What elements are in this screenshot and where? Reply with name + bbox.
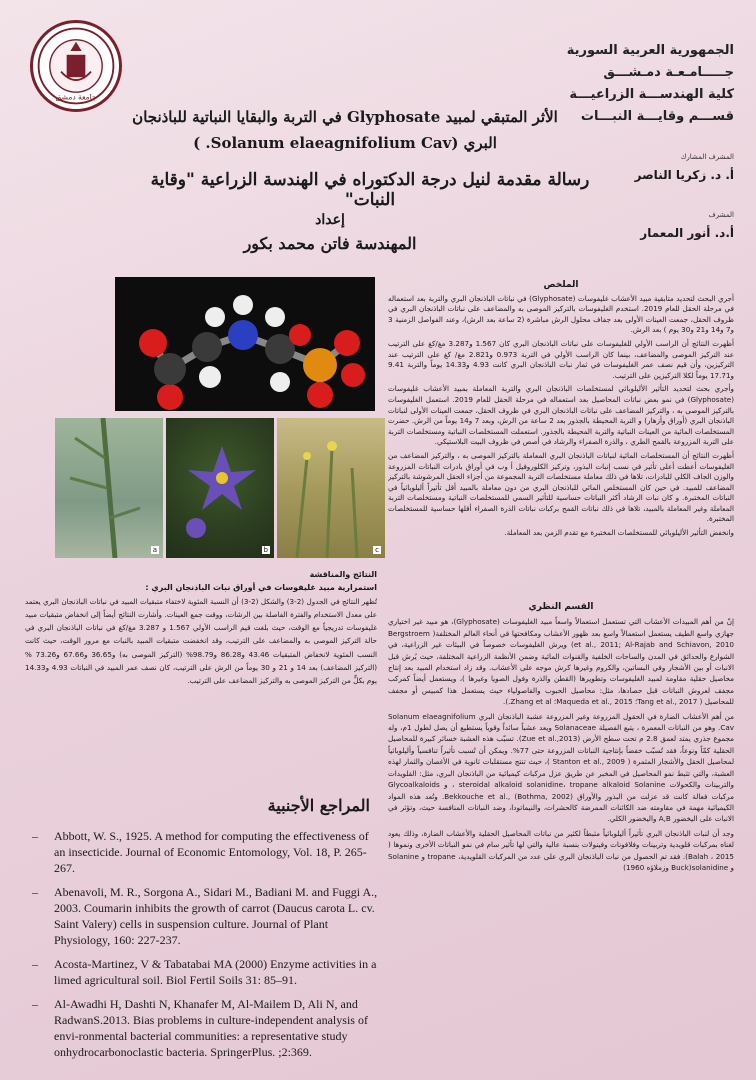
cosupervisor-label: المشرف المشارك <box>680 153 734 161</box>
supervisor-label: المشرف <box>708 211 734 219</box>
reference-item: – Acosta-Martinez, V & Tabatabai MA (2000) Enzyme activities in a limed agricultural soil. Biol Fertil Soils 31: 85–91. <box>32 957 377 987</box>
plant-photos <box>55 418 385 558</box>
plant-photo-b-label: b <box>263 546 268 554</box>
reference-text: Al-Awadhi H, Dashti N, Khanafer M, Al-Mailem D, Ali N, and RadwanS.2013. Bias problems in culture-independent analysis of envi-ronmental bacterial communities: a representative study onhydrocarbonoclastic bacteria. SpringerPlus. ;2:369. <box>54 997 368 1059</box>
plant-photo-c <box>277 418 385 558</box>
author-name: المهندسة فاتن محمد بكور <box>243 234 417 253</box>
abstract-paragraph: وأجري بحث لتحديد التأثير الأليلوباثي لمستخلصات الباذنجان البري والتربة المعاملة بمبيد الأعشاب غليفوسات (Glyphosate) في نمو بعض نباتات المحاصيل بعد استعماله في مرحلة الحقل للعام 2019. استعمل الغليفوسات بالتركيز الموصى به ، والتركيز المضاعف على نباتات الباذنجان البري في ظروف الحقل، جمعت العينات الأولى لنباتات الباذنجان البري (أوراق وأزهار) و التربة المحيطة بالجذور بعد 2 ساعة من الرش، وبعد 7 و14 يوماً من الرش. حضرت المستخلصات المائية من العينات النباتية والتربة المحيطة بالجذور. استعملت المستخلصات النباتية ومستخلصات التربة على التربة المزروعة بالقمح الطري ، والذرة الصفراء والرشاد في أصص في ظروف البيت البلاستيكي. <box>388 384 734 447</box>
abstract-paragraph: أظهرت النتائج أن الراسب الأولي للغليفوسات على نباتات الباذنجان البري كان 1.567 و3.287 مغ/كغ على الترتيب عند التركيز الموصى والمضاعف، بينما كان الراسب الأولي في التربة 0.973 و2.821 مغ/ كغ على الترتيب عند التركيزين، وأن قيم نصف عمر الغليفوسات في ثمار نبات الباذنجان البري كانت 4.93 و14.33 يوماً والتربة 9.41 و17.71 يوماً لكلا التركيزين على الترتيب. <box>388 338 734 380</box>
abstract-section <box>388 280 734 588</box>
thesis-title <box>110 104 580 156</box>
abstract-heading: الملخص <box>543 280 579 290</box>
reference-item: – Abbott, W. S., 1925. A method for computing the effectiveness of an insecticide. Journal of Economic Entomology, Vol. 18, P. 265-267. <box>32 828 378 876</box>
theory-paragraph: من أهم الأعشاب الضارة في الحقول المزروعة وغير المزروعة عشبة الباذنجان البري Solanum elaeagnifolium Cav. وهو من النباتات المعمرة ، يتبع الفصيلة Solanaceae ويعد عشباً سائداً وقوياً يستطيع أن يصل لطول 1م، وله مجموع جذري يمتد لعمق 2.8 م تحت سطح الأرض (Zue et al.,2013). تسبّب هذه العشبة خسائر كبيرة للمحاصيل الحقلية كمّاً ونوعاً، فقد تُسبّب خفضاً بإنتاجية النباتات المزروعة حتى 77%. ويمكن أن تُسبب تأثيراً تنافسياً وأليلوباثياً لمحاصيل الحقل والأشجار المثمرة ( Stanton et al., 2009 )، حيث تنتج مستقلبات ثانوية في الأغصان والثمار لهذه العشبة، والتي تثبط نمو المحاصيل في المخبر عن طريق عزل مركبات كيميائية من الباذنجان البري، مثل: القلويدات والتربينات والكحولات steroidal alkaloid solanidine، tropane alkaloid Solanine ، و Glycoalkaloids مركبات فعالة كانت قد عزلت من البذور والأوراق Bekkouche et al., (Bothma, 2002). وتُعد هذه المواد الكيميائية مهمة في مقاومته ضد الكائنات الممرضة كالحشرات، والنيماتودا، وضد النباتات المنافسة حيث، وتؤثر في الانبات على اليخضور A,B واليخضور الكلي. <box>388 711 734 824</box>
reference-text: Abenavoli, M. R., Sorgona A., Sidari M., Badiani M. and Fuggi A., 2003. Coumarin inhibits the growth of carrot (Daucus carota L. cv. Saint Valery) cells in suspension culture. Journal of Plant Physiology, 160: 227-237. <box>54 885 378 947</box>
plant-photo-c-label: c <box>375 546 379 554</box>
results-subheading: استمرارية مبيد غليفوسات في أوراق نبات الباذنجان البري : <box>145 583 377 593</box>
abstract-paragraph: أظهرت النتائج أن المستخلصات المائية لنباتات الباذنجان البري المعاملة بالتركيز الموصى به ، والتركيز المضاعف من الغليفوسات أعطت أعلى تأثير في نسب إنبات البذور، وتركيز الكلوروفيل أ وب في أوراق بادرات النباتات المزروعة والوزن الجاف الكلي للبادرات، تلاها في ذلك معاملة مستخلصات التربة المجموعة من أجزاء الحقل المرشوشة بالتركيز المضاعف للمبيد. في حين كان المستخلص المائي للباذنجان البري من دون معاملة بالمبيد أقل تأثيراً أليلوباثياً في النباتات المختبرة. و كان نبات الرشاد أكثر النباتات حساسية للتأثير السمي للمستخلصات النباتية ومستخلصات التربة المعاملة وغير المعاملة بالمبيد، تلاها في ذلك نباتات القمح بركبات نباتات الذرة الصفراء أقلها حساسية للمستخلصات المختبرة. <box>388 450 734 524</box>
institution-line-faculty: كلية الهندســـة الزراعيـــة <box>569 87 734 102</box>
glyphosate-molecule-image <box>115 277 375 411</box>
institution-line-university: جـــــامـعـة دمـشـــق <box>603 65 734 80</box>
results-section <box>25 568 377 691</box>
theory-heading: القسم النظري <box>528 602 594 612</box>
logo-text: جامعة دمشق <box>55 92 97 102</box>
references-heading: المراجع الأجنبية <box>267 796 370 815</box>
institution-line-country: الجمهورية العربية السورية <box>566 43 734 58</box>
results-heading: النتائج والمناقشة <box>309 570 377 579</box>
plant-photo-a <box>55 418 163 558</box>
abstract-paragraph: أجري البحث لتحديد متابقية مبيد الأعشاب غليفوسات (Glyphosate) في نباتات الباذنجان البري والتربة بعد استعماله في مرحلة الحقل للعام 2019. استخدم الغليفوسات بالتركيز الموصى به والمضاعف على نباتات الباذنجان البري في ظروف الحقل، جمعت العينات الأولى بعد جفاف محلول الرش مباشرة (2 ساعة بعد الرش)، وعند الفواصل الزمنية 3 و7 و14 و21 و30 يوم ) بعد الرش. <box>388 293 734 335</box>
theory-paragraph: إنّ من أهم المبيدات الأعشاب التي تستعمل استعمالاً واسعاً مبيد الغليفوسات (Glyphosate)، هو مبيد غير اختياري جهازي واسع الطيف يستعمل استعمالاً واسع بعد ظهور الأعشاب ومكافحتها في أنحاء العالم المختلفة( Bergstroem et al., 2011; Al-Rajab and Schiavon, 2010) ويرش الغليفوسات خصوصاً في البيئات غير الزراعية، في الشوارع والحدائق في المدن والساحات الخلفية والقنوات المائية وضمن الأنظمة الزراعية المختلفة، حيث يُرش قبل الانبات أو بين الأشجار وفي البساتين، والكروم وغيرها كرش موجه على الأعشاب. وقد زاد استخدام المبيد بعد إنتاج محاصيل حقلية مقاومة لمبيد الغليفوسات وتطويرها (القطن والذرة وفول الصويا وغيرها )، ويستعمل أيضاً كمركب مجفف لعروش النباتات قبل حصادها، مثل: محاصيل الحبوب والفاصولياء حيث يستعمل هذا كمبيس أو مجفف للمحاصيل ( Tang et al., 2017؛ Maqueda et al., 2015؛ Zhang et al.). <box>388 617 734 707</box>
results-paragraph: تُظهر النتائج في الجدول (2-3) والشكل (2-3) أن النسبة المئوية لاختفاء متبقيات المبيد في نباتات الباذنجان البري يعتمد على معدل الاستخدام والفترة الفاصلة بين الرشات، ووقت جمع العينات. وأشارت النتائج أيضاً إلى انخفاض متبقيات مبيد غليفوسات تدريجياً مع الوقت، حيث بلغت قيم الراسب الأولي 1.567 و 3.287 مغ/كغ في نباتات الباذنجان البري في حالة التركيز الموصى به والمضاعف على الترتيب، وقد انخفضت متبقيات المبيد بالنبات مع مرور الوقت، حيث كانت النسب المئوية لانخفاض المتبقيات 43.46 و86.28 و98.79% (التركيز الموصى به) و36.65 و67.66 و73.26 % (التركيز المضاعف) بعد 14 و 21 و 30 يوماً من الرش على الترتيب، كان نصف عمر المبيد في النباتات 4.93 و14.33 يوم بكلٍّ من التركيز الموصى به والتركيز المضاعف على الترتيب. <box>25 596 378 686</box>
supervisor-name: أ.د. أنور المعمار <box>640 226 734 240</box>
prepared-label: إعداد <box>315 212 345 228</box>
theory-section <box>388 602 734 1064</box>
reference-text: Abbott, W. S., 1925. A method for computing the effectiveness of an insecticide. Journal of Economic Entomology, Vol. 18, P. 265-267. <box>54 829 369 875</box>
theory-paragraph: وجد أن لنبات الباذنجان البري تأثيراً أليلوباثياً مثبطاً لكثير من نباتات المحاصيل الحقلية والأعشاب الضارة، وذلك يعود لغناه بمركبات قلويدية وتربينات وفلافونات وفينولات بنسبة عالية والتي لها تأثير سام في نمو النباتات الأخرى ونموها ( Balah ، 2015). فقد تم الحصول من نبات الباذنجان البري على عدد من المركبات القلويدية، tropane و Solanine و solanidine(Buck وزملاؤه 1960) <box>388 828 734 872</box>
university-logo <box>30 20 122 112</box>
abstract-paragraph: وانخفض التأثير الأليلوباثي للمستخلصات المختبرة مع تقدم الزمن بعد المعاملة. <box>504 528 734 538</box>
thesis-title-line1: الأثر المتبقي لمبيد Glyphosate في التربة والبقايا النباتية للباذنجان <box>132 108 558 126</box>
cosupervisor-name: أ. د. زكريا الناصر <box>634 168 734 182</box>
thesis-subtitle: رسالة مقدمة لنيل درجة الدكتوراه في الهندسة الزراعية "وقاية النبات" <box>150 170 590 210</box>
plant-photo-b <box>166 418 274 558</box>
references-list <box>32 828 378 1068</box>
supervisors-block <box>564 148 734 242</box>
thesis-title-line2: البري (Solanum elaeagnifolium Cav. ) <box>193 134 497 152</box>
reference-item: – Al-Awadhi H, Dashti N, Khanafer M, Al-Mailem D, Ali N, and RadwanS.2013. Bias problems in culture-independent analysis of envi-ronmental bacterial communities: a representative study onhydrocarbonoclastic bacteria. SpringerPlus. ;2:369. <box>32 996 378 1060</box>
reference-text: Acosta-Martinez, V & Tabatabai MA (2000) Enzyme activities in a limed agricultural soil. Biol Fertil Soils 31: 85–91. <box>54 957 377 987</box>
institution-line-department: قســـم وقايـــة النبـــات <box>580 109 734 124</box>
plant-photo-a-label: a <box>152 546 157 554</box>
reference-item: – Abenavoli, M. R., Sorgona A., Sidari M., Badiani M. and Fuggi A., 2003. Coumarin inhibits the growth of carrot (Daucus carota L. cv. Saint Valery) cells in suspension culture. Journal of Plant Physiology, 160: 227-237. <box>32 885 378 947</box>
